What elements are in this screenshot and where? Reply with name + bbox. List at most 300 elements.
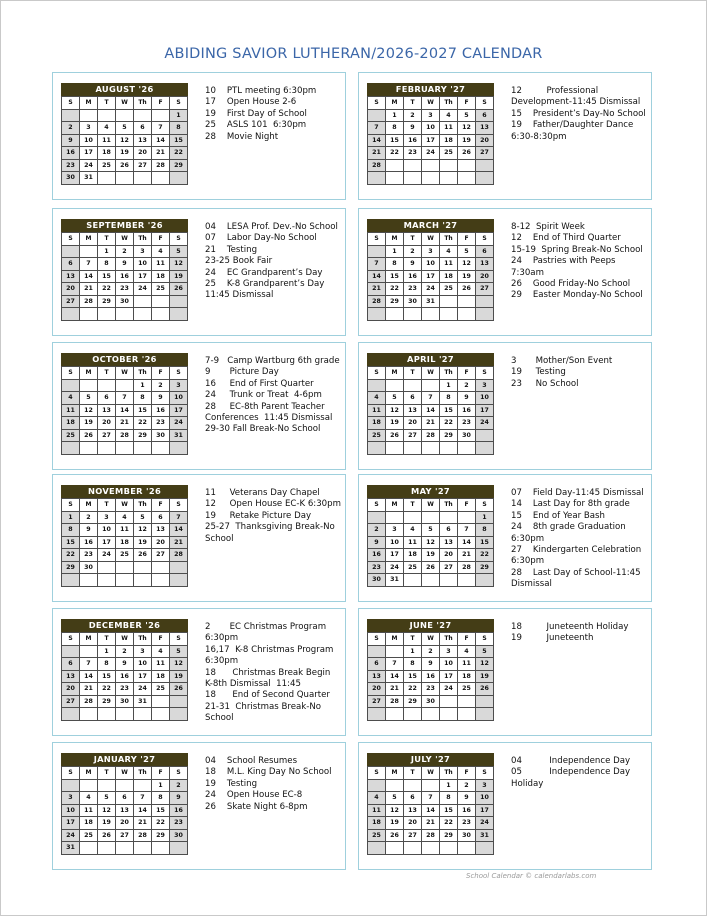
day-cell: 20 xyxy=(440,549,458,562)
week-row xyxy=(368,392,494,405)
events-list xyxy=(511,756,661,790)
day-cell xyxy=(386,379,404,392)
day-cell: 28 xyxy=(422,429,440,442)
weekday-label: W xyxy=(422,767,440,780)
event-item: 12 Professional Development-11:45 Dismissal xyxy=(511,86,641,108)
day-cell: 18 xyxy=(404,549,422,562)
day-cell: 15 xyxy=(170,134,188,147)
event-item: 26 Good Friday-No School xyxy=(511,279,631,290)
events-list xyxy=(511,622,649,645)
day-cell xyxy=(134,574,152,587)
day-cell: 29 xyxy=(476,561,494,574)
day-cell: 13 xyxy=(440,536,458,549)
day-cell: 11 xyxy=(152,258,170,271)
week-row xyxy=(62,308,188,321)
day-cell xyxy=(404,308,422,321)
day-cell xyxy=(80,645,98,658)
day-cell: 7 xyxy=(134,792,152,805)
day-cell: 20 xyxy=(116,817,134,830)
week-row xyxy=(62,379,188,392)
day-cell: 5 xyxy=(98,792,116,805)
day-cell xyxy=(404,442,422,455)
day-cell: 2 xyxy=(368,524,386,537)
day-cell: 13 xyxy=(368,670,386,683)
day-cell: 6 xyxy=(476,109,494,122)
day-cell: 15 xyxy=(134,404,152,417)
event-item: 12 Open House EC-K 6:30pm xyxy=(205,499,341,510)
day-cell: 14 xyxy=(80,670,98,683)
day-cell xyxy=(170,695,188,708)
day-cell: 25 xyxy=(152,283,170,296)
day-cell: 26 xyxy=(422,561,440,574)
day-cell: 8 xyxy=(386,258,404,271)
event-item: 16 End of First Quarter xyxy=(205,378,314,389)
day-cell: 2 xyxy=(404,109,422,122)
day-cell: 23 xyxy=(170,817,188,830)
day-cell: 14 xyxy=(458,536,476,549)
weekday-label: S xyxy=(368,367,386,380)
day-cell: 11 xyxy=(62,404,80,417)
day-cell: 17 xyxy=(386,549,404,562)
calendar-grid xyxy=(367,498,494,587)
day-cell: 21 xyxy=(458,549,476,562)
weekday-label: M xyxy=(386,367,404,380)
week-row xyxy=(62,779,188,792)
day-cell xyxy=(368,442,386,455)
day-cell: 10 xyxy=(476,392,494,405)
day-cell xyxy=(116,172,134,185)
day-cell: 19 xyxy=(458,270,476,283)
day-cell xyxy=(458,708,476,721)
day-cell: 8 xyxy=(476,524,494,537)
day-cell xyxy=(170,574,188,587)
day-cell: 18 xyxy=(440,134,458,147)
day-cell: 30 xyxy=(152,429,170,442)
day-cell xyxy=(80,308,98,321)
weekday-label: Th xyxy=(134,97,152,110)
event-item: 7-9 Camp Wartburg 6th grade xyxy=(205,356,340,366)
day-cell: 23 xyxy=(62,159,80,172)
day-cell: 25 xyxy=(440,147,458,160)
day-cell: 19 xyxy=(458,134,476,147)
day-cell: 4 xyxy=(368,392,386,405)
day-cell xyxy=(170,561,188,574)
day-cell xyxy=(152,842,170,855)
weekday-label: W xyxy=(422,367,440,380)
day-cell: 4 xyxy=(440,245,458,258)
day-cell: 7 xyxy=(80,258,98,271)
event-item: 17 Open House 2-6 xyxy=(205,97,297,108)
week-row xyxy=(62,147,188,160)
day-cell: 29 xyxy=(152,829,170,842)
weekday-label: M xyxy=(80,233,98,246)
day-cell: 18 xyxy=(98,147,116,160)
day-cell: 20 xyxy=(134,147,152,160)
weekday-label: M xyxy=(386,499,404,512)
day-cell: 7 xyxy=(386,658,404,671)
events-list xyxy=(511,356,649,390)
day-cell xyxy=(62,779,80,792)
day-cell: 30 xyxy=(368,574,386,587)
day-cell: 30 xyxy=(404,295,422,308)
day-cell: 13 xyxy=(98,404,116,417)
day-cell xyxy=(440,295,458,308)
day-cell xyxy=(476,695,494,708)
day-cell: 25 xyxy=(458,683,476,696)
month-panel xyxy=(52,72,346,200)
day-cell xyxy=(134,842,152,855)
day-cell: 11 xyxy=(116,524,134,537)
day-cell: 19 xyxy=(386,417,404,430)
month-panel xyxy=(52,742,346,870)
day-cell xyxy=(98,708,116,721)
week-row xyxy=(62,295,188,308)
day-cell xyxy=(152,708,170,721)
day-cell: 23 xyxy=(368,561,386,574)
day-cell: 29 xyxy=(134,429,152,442)
weekday-header-row xyxy=(368,97,494,110)
day-cell: 4 xyxy=(80,792,98,805)
day-cell: 23 xyxy=(80,549,98,562)
day-cell: 16 xyxy=(116,670,134,683)
day-cell: 20 xyxy=(98,417,116,430)
day-cell: 1 xyxy=(170,109,188,122)
weekday-label: S xyxy=(170,499,188,512)
day-cell xyxy=(80,379,98,392)
weekday-label: Th xyxy=(440,367,458,380)
day-cell xyxy=(476,574,494,587)
day-cell: 25 xyxy=(116,549,134,562)
day-cell xyxy=(98,561,116,574)
day-cell xyxy=(134,442,152,455)
day-cell: 24 xyxy=(170,417,188,430)
weekday-label: F xyxy=(458,633,476,646)
day-cell: 26 xyxy=(386,829,404,842)
event-item: 24 Trunk or Treat 4-6pm xyxy=(205,390,322,401)
mini-calendar xyxy=(61,83,188,185)
day-cell: 31 xyxy=(170,429,188,442)
month-title: NOVEMBER '26 xyxy=(61,485,188,498)
weekday-label: S xyxy=(476,767,494,780)
day-cell xyxy=(440,708,458,721)
week-row xyxy=(368,574,494,587)
weekday-label: S xyxy=(170,97,188,110)
day-cell: 27 xyxy=(116,829,134,842)
week-row xyxy=(368,308,494,321)
day-cell xyxy=(134,109,152,122)
day-cell: 24 xyxy=(98,549,116,562)
day-cell: 17 xyxy=(80,147,98,160)
day-cell: 11 xyxy=(440,122,458,135)
day-cell: 27 xyxy=(476,147,494,160)
mini-calendar xyxy=(367,753,494,855)
weekday-header-row xyxy=(368,767,494,780)
day-cell: 10 xyxy=(62,804,80,817)
day-cell: 3 xyxy=(476,779,494,792)
day-cell: 27 xyxy=(476,283,494,296)
month-title: SEPTEMBER '26 xyxy=(61,219,188,232)
day-cell: 21 xyxy=(422,417,440,430)
day-cell xyxy=(152,295,170,308)
month-panel xyxy=(358,342,652,470)
day-cell: 4 xyxy=(368,792,386,805)
day-cell: 2 xyxy=(458,379,476,392)
week-row xyxy=(62,645,188,658)
day-cell xyxy=(98,779,116,792)
day-cell: 6 xyxy=(404,792,422,805)
day-cell xyxy=(404,574,422,587)
weekday-label: W xyxy=(116,233,134,246)
mini-calendar xyxy=(61,753,188,855)
day-cell: 24 xyxy=(80,159,98,172)
day-cell: 8 xyxy=(152,792,170,805)
weekday-label: S xyxy=(368,499,386,512)
week-row xyxy=(62,245,188,258)
day-cell xyxy=(386,159,404,172)
day-cell: 28 xyxy=(80,295,98,308)
weekday-label: S xyxy=(476,499,494,512)
day-cell xyxy=(422,779,440,792)
day-cell: 16 xyxy=(80,536,98,549)
day-cell: 23 xyxy=(422,683,440,696)
day-cell xyxy=(134,308,152,321)
day-cell: 2 xyxy=(116,645,134,658)
day-cell: 13 xyxy=(476,122,494,135)
week-row xyxy=(368,442,494,455)
weekday-header-row xyxy=(368,499,494,512)
week-row xyxy=(368,670,494,683)
day-cell xyxy=(152,442,170,455)
day-cell: 25 xyxy=(368,829,386,842)
week-row xyxy=(62,695,188,708)
week-row xyxy=(62,708,188,721)
day-cell: 31 xyxy=(422,295,440,308)
event-item: 19 Testing xyxy=(511,367,566,378)
day-cell: 17 xyxy=(62,817,80,830)
day-cell: 9 xyxy=(422,658,440,671)
day-cell: 17 xyxy=(134,270,152,283)
week-row xyxy=(62,842,188,855)
weekday-label: S xyxy=(62,97,80,110)
week-row xyxy=(62,511,188,524)
day-cell xyxy=(80,245,98,258)
day-cell: 23 xyxy=(404,283,422,296)
day-cell: 28 xyxy=(116,429,134,442)
day-cell: 16 xyxy=(62,147,80,160)
day-cell: 4 xyxy=(440,109,458,122)
day-cell xyxy=(476,295,494,308)
day-cell: 18 xyxy=(152,270,170,283)
day-cell: 17 xyxy=(170,404,188,417)
month-panel xyxy=(52,342,346,470)
day-cell xyxy=(404,511,422,524)
event-item: 9 Picture Day xyxy=(205,367,279,378)
day-cell xyxy=(116,574,134,587)
weekday-label: Th xyxy=(440,97,458,110)
event-item: 12 End of Third Quarter xyxy=(511,233,621,244)
day-cell: 9 xyxy=(404,122,422,135)
day-cell: 14 xyxy=(170,524,188,537)
day-cell xyxy=(386,308,404,321)
day-cell: 3 xyxy=(62,792,80,805)
day-cell: 20 xyxy=(62,283,80,296)
day-cell: 1 xyxy=(476,511,494,524)
day-cell xyxy=(152,109,170,122)
day-cell: 16 xyxy=(458,804,476,817)
day-cell: 26 xyxy=(116,159,134,172)
day-cell: 13 xyxy=(62,670,80,683)
day-cell: 9 xyxy=(368,536,386,549)
day-cell: 22 xyxy=(98,683,116,696)
day-cell: 6 xyxy=(476,245,494,258)
day-cell: 30 xyxy=(80,561,98,574)
day-cell: 19 xyxy=(386,817,404,830)
day-cell xyxy=(116,379,134,392)
weekday-label: S xyxy=(476,633,494,646)
day-cell: 22 xyxy=(134,417,152,430)
day-cell: 18 xyxy=(62,417,80,430)
day-cell: 28 xyxy=(422,829,440,842)
month-title: OCTOBER '26 xyxy=(61,353,188,366)
day-cell: 10 xyxy=(134,258,152,271)
day-cell: 1 xyxy=(152,779,170,792)
day-cell: 2 xyxy=(116,245,134,258)
day-cell: 20 xyxy=(152,536,170,549)
day-cell xyxy=(368,708,386,721)
weekday-label: S xyxy=(62,233,80,246)
day-cell: 30 xyxy=(116,695,134,708)
mini-calendar xyxy=(367,219,494,321)
day-cell xyxy=(440,442,458,455)
day-cell: 25 xyxy=(98,159,116,172)
weekday-label: M xyxy=(80,97,98,110)
day-cell xyxy=(80,109,98,122)
day-cell: 11 xyxy=(152,658,170,671)
day-cell: 14 xyxy=(134,804,152,817)
day-cell xyxy=(422,308,440,321)
weekday-label: S xyxy=(476,233,494,246)
week-row xyxy=(368,792,494,805)
weekday-label: F xyxy=(152,767,170,780)
day-cell: 7 xyxy=(368,122,386,135)
day-cell: 21 xyxy=(170,536,188,549)
day-cell: 12 xyxy=(116,134,134,147)
day-cell xyxy=(440,172,458,185)
day-cell: 12 xyxy=(458,258,476,271)
day-cell: 22 xyxy=(404,683,422,696)
day-cell: 29 xyxy=(440,829,458,842)
calendar-grid xyxy=(61,632,188,721)
day-cell: 9 xyxy=(116,258,134,271)
day-cell: 1 xyxy=(98,245,116,258)
day-cell: 28 xyxy=(368,295,386,308)
day-cell xyxy=(440,695,458,708)
day-cell xyxy=(134,708,152,721)
day-cell: 20 xyxy=(404,417,422,430)
event-item: 19 Testing xyxy=(205,778,258,789)
day-cell: 19 xyxy=(422,549,440,562)
day-cell: 22 xyxy=(62,549,80,562)
day-cell xyxy=(170,842,188,855)
day-cell: 8 xyxy=(98,658,116,671)
events-list xyxy=(511,222,649,302)
day-cell: 5 xyxy=(458,245,476,258)
day-cell: 28 xyxy=(368,159,386,172)
event-item: 27 Kindergarten Celebration 6:30pm xyxy=(511,545,644,567)
day-cell: 15 xyxy=(476,536,494,549)
day-cell xyxy=(134,172,152,185)
day-cell xyxy=(458,295,476,308)
day-cell xyxy=(368,379,386,392)
day-cell: 7 xyxy=(170,511,188,524)
weekday-label: W xyxy=(116,367,134,380)
week-row xyxy=(62,159,188,172)
day-cell: 9 xyxy=(458,792,476,805)
day-cell: 19 xyxy=(134,536,152,549)
day-cell: 19 xyxy=(170,670,188,683)
day-cell xyxy=(170,295,188,308)
day-cell xyxy=(458,172,476,185)
day-cell: 3 xyxy=(476,379,494,392)
day-cell: 5 xyxy=(80,392,98,405)
day-cell: 17 xyxy=(422,270,440,283)
weekday-label: M xyxy=(80,367,98,380)
weekday-label: M xyxy=(386,767,404,780)
day-cell: 29 xyxy=(62,561,80,574)
day-cell: 5 xyxy=(116,122,134,135)
day-cell: 26 xyxy=(476,683,494,696)
day-cell: 31 xyxy=(386,574,404,587)
day-cell xyxy=(404,379,422,392)
day-cell: 17 xyxy=(440,670,458,683)
day-cell: 2 xyxy=(458,779,476,792)
weekday-label: T xyxy=(98,97,116,110)
day-cell: 12 xyxy=(170,658,188,671)
event-item: 04 School Resumes xyxy=(205,756,298,766)
week-row xyxy=(62,258,188,271)
event-item: 10 PTL meeting 6:30pm xyxy=(205,86,317,96)
day-cell xyxy=(368,245,386,258)
week-row xyxy=(368,159,494,172)
week-row xyxy=(368,708,494,721)
weekday-label: W xyxy=(422,499,440,512)
day-cell xyxy=(62,308,80,321)
day-cell: 16 xyxy=(170,804,188,817)
day-cell: 6 xyxy=(62,258,80,271)
day-cell xyxy=(62,574,80,587)
day-cell: 10 xyxy=(386,536,404,549)
day-cell: 3 xyxy=(80,122,98,135)
day-cell: 2 xyxy=(62,122,80,135)
mini-calendar xyxy=(61,353,188,455)
day-cell: 8 xyxy=(170,122,188,135)
day-cell xyxy=(116,842,134,855)
day-cell xyxy=(80,842,98,855)
day-cell: 31 xyxy=(62,842,80,855)
day-cell xyxy=(134,295,152,308)
week-row xyxy=(368,295,494,308)
weekday-header-row xyxy=(62,97,188,110)
event-item: 04 LESA Prof. Dev.-No School xyxy=(205,222,338,232)
event-item: 25 K-8 Grandparent’s Day 11:45 Dismissal xyxy=(205,279,328,301)
day-cell xyxy=(386,511,404,524)
week-row xyxy=(62,270,188,283)
day-cell xyxy=(440,308,458,321)
day-cell: 11 xyxy=(404,536,422,549)
day-cell xyxy=(368,511,386,524)
day-cell xyxy=(80,442,98,455)
day-cell: 13 xyxy=(476,258,494,271)
